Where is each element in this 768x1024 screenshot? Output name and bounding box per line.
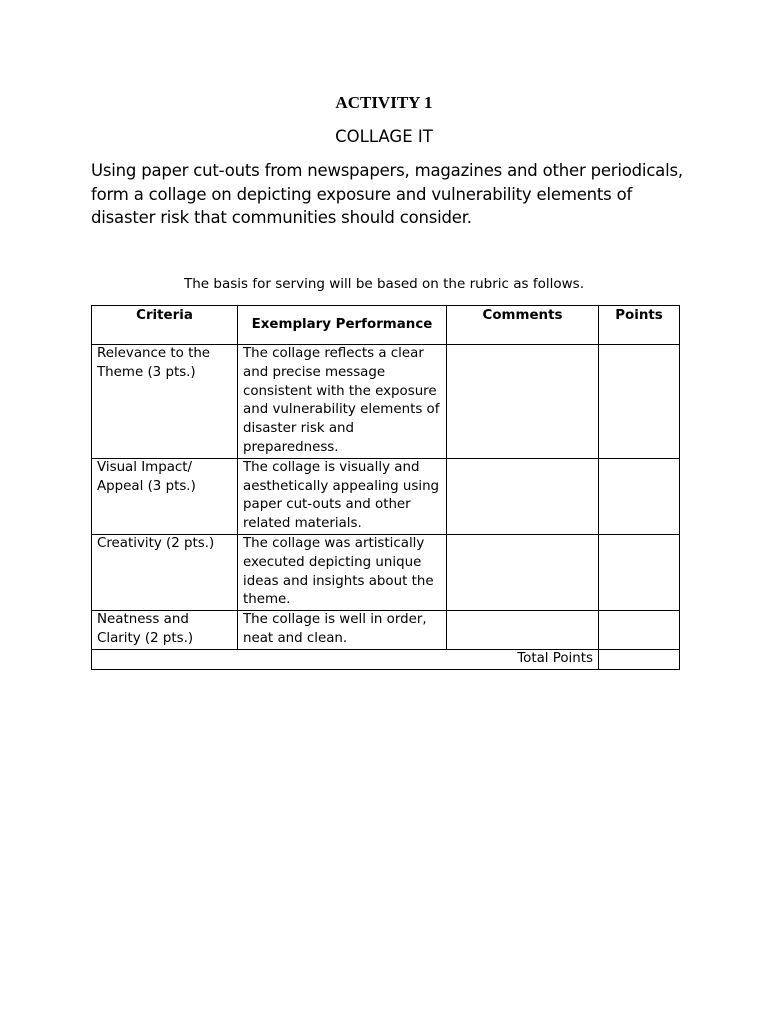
comments-cell — [447, 458, 599, 534]
points-cell — [599, 458, 680, 534]
comments-cell — [447, 534, 599, 610]
rubric-header-row — [92, 306, 680, 345]
table-row — [92, 534, 680, 610]
header-exemplary-performance: Exemplary Performance — [238, 306, 447, 345]
criteria-cell: Relevance to the Theme (3 pts.) — [92, 345, 238, 459]
header-criteria: Criteria — [92, 306, 238, 345]
rubric-table — [91, 305, 680, 670]
points-cell — [599, 345, 680, 459]
header-comments: Comments — [447, 306, 599, 345]
table-row — [92, 611, 680, 650]
table-row — [92, 458, 680, 534]
exemplary-cell: The collage was artistically executed depicting unique ideas and insights about the theme. — [238, 534, 447, 610]
criteria-cell: Neatness and Clarity (2 pts.) — [92, 611, 238, 650]
comments-cell — [447, 345, 599, 459]
exemplary-cell: The collage is visually and aesthetically appealing using paper cut-outs and other related materials. — [238, 458, 447, 534]
activity-heading: ACTIVITY 1 — [335, 93, 433, 112]
total-row — [92, 649, 680, 669]
table-row — [92, 345, 680, 459]
header-points: Points — [599, 306, 680, 345]
criteria-cell: Creativity (2 pts.) — [92, 534, 238, 610]
rubric-intro: The basis for serving will be based on the rubric as follows. — [183, 276, 585, 292]
criteria-cell: Visual Impact/ Appeal (3 pts.) — [92, 458, 238, 534]
activity-title: COLLAGE IT — [335, 127, 433, 146]
points-cell — [599, 534, 680, 610]
exemplary-cell: The collage is well in order, neat and clean. — [238, 611, 447, 650]
points-cell — [599, 611, 680, 650]
total-points-label: Total Points — [92, 649, 599, 669]
comments-cell — [447, 611, 599, 650]
total-points-value — [599, 649, 680, 669]
activity-instructions: Using paper cut-outs from newspapers, magazines and other periodicals, form a collage on depicting exposure and vulnerability elements of disaster risk that communities should consider. — [91, 161, 683, 227]
exemplary-cell: The collage reflects a clear and precise message consistent with the exposure and vulnerability elements of disaster risk and preparedness. — [238, 345, 447, 459]
